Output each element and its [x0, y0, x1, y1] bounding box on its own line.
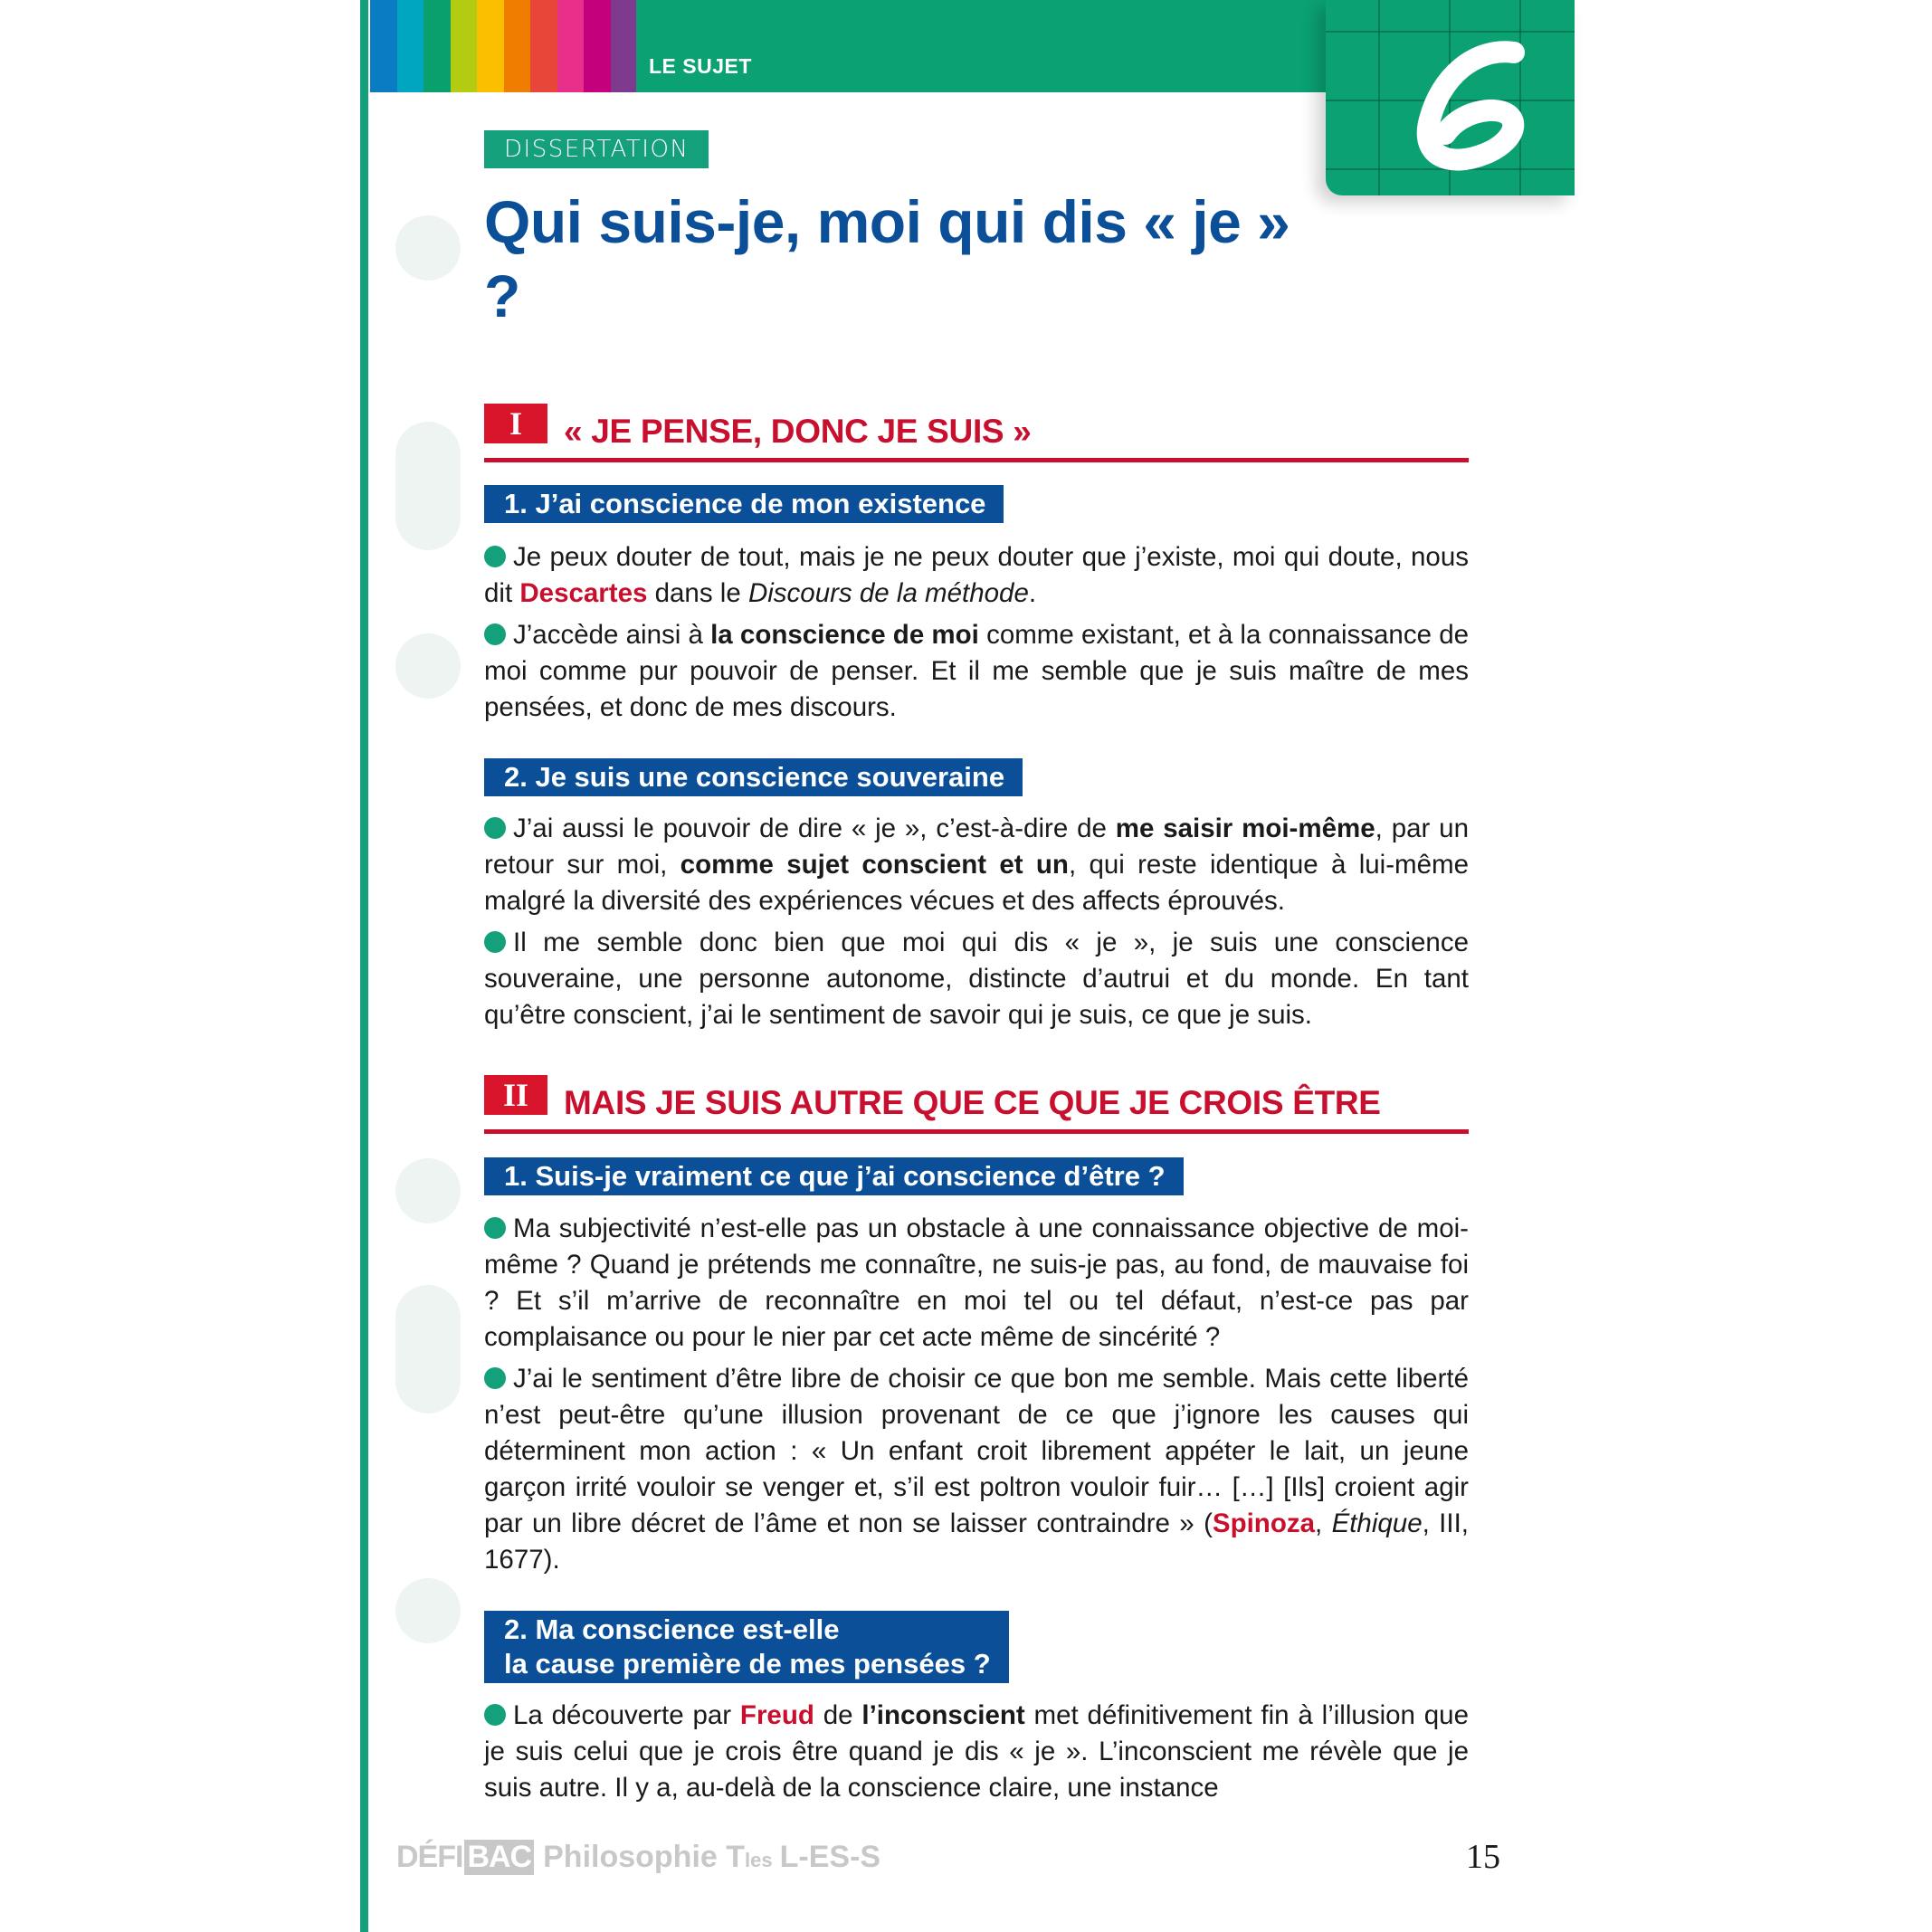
brand-bac: BAC [464, 1840, 534, 1875]
margin-decoration [395, 215, 461, 281]
bullet-dot-icon [484, 1217, 506, 1239]
margin-decoration [395, 422, 461, 550]
bullet-dot-icon [484, 817, 506, 839]
margin-decoration [395, 633, 461, 699]
margin-decoration [395, 1578, 461, 1643]
color-stripe [611, 0, 638, 92]
color-stripe [370, 0, 397, 92]
bullet-dot-icon [484, 1704, 506, 1726]
subsection-heading: 1. Suis-je vraiment ce que j’ai conscience d’être ? [484, 1157, 1184, 1195]
bullet-paragraph: Je peux douter de tout, mais je ne peux douter que j’existe, moi qui doute, nous dit Descartes dans le Discours de la méthode. [484, 542, 1469, 608]
chapter-number-6-glyph [1413, 40, 1530, 185]
part-numeral: I [484, 404, 547, 443]
section-label: LE SUJET [649, 54, 752, 78]
author-name: Descartes [519, 578, 648, 608]
key-concept: comme sujet conscient et un [680, 850, 1069, 880]
color-stripe [530, 0, 557, 92]
part-heading-1 [484, 404, 1469, 462]
bullet-paragraph: Il me semble donc bien que moi qui dis « je », je suis une conscience souveraine, une personne autonome, distincte d’autrui et du monde. En tant qu’être conscient, j’ai le sentiment de savoir qui je suis, ce que je suis. [484, 928, 1469, 1030]
footer-brand [396, 1840, 880, 1875]
part-title: MAIS JE SUIS AUTRE QUE CE QUE JE CROIS ÊTRE [564, 1084, 1381, 1121]
color-stripe [584, 0, 611, 92]
subsection-heading: 1. J’ai conscience de mon existence [484, 485, 1004, 523]
author-name: Freud [739, 1700, 814, 1730]
part-title: « JE PENSE, DONC JE SUIS » [564, 413, 1032, 450]
bullet-dot-icon [484, 623, 506, 645]
color-stripe [451, 0, 478, 92]
left-margin-rule [360, 0, 368, 1932]
part-numeral: II [484, 1075, 547, 1115]
key-concept: la conscience de moi [710, 620, 979, 650]
bullet-dot-icon [484, 546, 506, 567]
exercise-type-badge: DISSERTATION [484, 130, 709, 168]
bullet-paragraph: Ma subjectivité n’est-elle pas un obstacle à une connaissance objective de moi-même ? Quand je prétends me connaître, ne suis-je pas, au fond, de mauvaise foi ? Et s’il m’arrive de reconnaître en moi tel ou tel défaut, n’est-ce pas par complaisance ou pour le nier par cet acte même de sincérité ? [484, 1213, 1469, 1352]
color-stripe [504, 0, 531, 92]
chapter-number-tab [1326, 0, 1575, 195]
part-heading-2 [484, 1075, 1469, 1134]
subsection-heading: 2. Je suis une conscience souveraine [484, 758, 1023, 796]
subject-label: Philosophie T [543, 1840, 746, 1874]
author-name: Spinoza [1212, 1508, 1315, 1538]
rainbow-color-strip [370, 0, 637, 92]
series-label: L-ES-S [779, 1840, 881, 1874]
subsection-heading-line: 2. Ma conscience est-elle [504, 1613, 840, 1645]
subsection-heading-line: la cause première de mes pensées ? [504, 1648, 991, 1680]
bullet-paragraph: J’accède ainsi à la conscience de moi comme existant, et à la connaissance de moi comme pur pouvoir de penser. Et il me semble que je suis maître de mes pensées, et donc de mes discours. [484, 620, 1470, 722]
color-stripe [477, 0, 504, 92]
key-concept: l’inconscient [861, 1700, 1025, 1730]
margin-decoration [395, 1158, 461, 1223]
color-stripe [557, 0, 585, 92]
work-title: Éthique [1331, 1508, 1423, 1538]
page-title: Qui suis-je, moi qui dis « je » ? [484, 188, 1290, 329]
bullet-paragraph: La découverte par Freud de l’inconscient met définitivement fin à l’illusion que je suis celui que je crois être quand je dis « je ». L’inconscient me révèle que je suis autre. Il y a, au-delà de la conscience claire, une instance [484, 1700, 1469, 1803]
subsection-heading [484, 1611, 1009, 1683]
page-number: 15 [1466, 1838, 1500, 1876]
key-concept: me saisir moi-même [1115, 814, 1375, 843]
bullet-dot-icon [484, 931, 506, 953]
bullet-paragraph: J’ai aussi le pouvoir de dire « je », c’est-à-dire de me saisir moi-même, par un retour sur moi, comme sujet conscient et un, qui reste identique à lui-même malgré la diversité des expériences vécues et des affects éprouvés. [484, 814, 1470, 916]
brand-defi: DÉFI [396, 1840, 463, 1874]
margin-decoration [395, 1285, 461, 1413]
bullet-paragraph: J’ai le sentiment d’être libre de choisir ce que bon me semble. Mais cette liberté n’est peut-être qu’une illusion provenant de ce que j’ignore les causes qui déterminent mon action : « Un enfant croit librement appéter le lait, un jeune garçon irrité vouloir se venger et, s’il est poltron vouloir fuir… […] [Ils] croient agir par un libre décret de l’âme et non se laisser contraindre » (Spinoza, Éthique, III, 1677). [484, 1364, 1469, 1575]
bullet-dot-icon [484, 1367, 506, 1389]
color-stripe [424, 0, 451, 92]
work-title: Discours de la méthode [747, 578, 1029, 608]
level-superscript: les [745, 1849, 773, 1871]
color-stripe [397, 0, 424, 92]
